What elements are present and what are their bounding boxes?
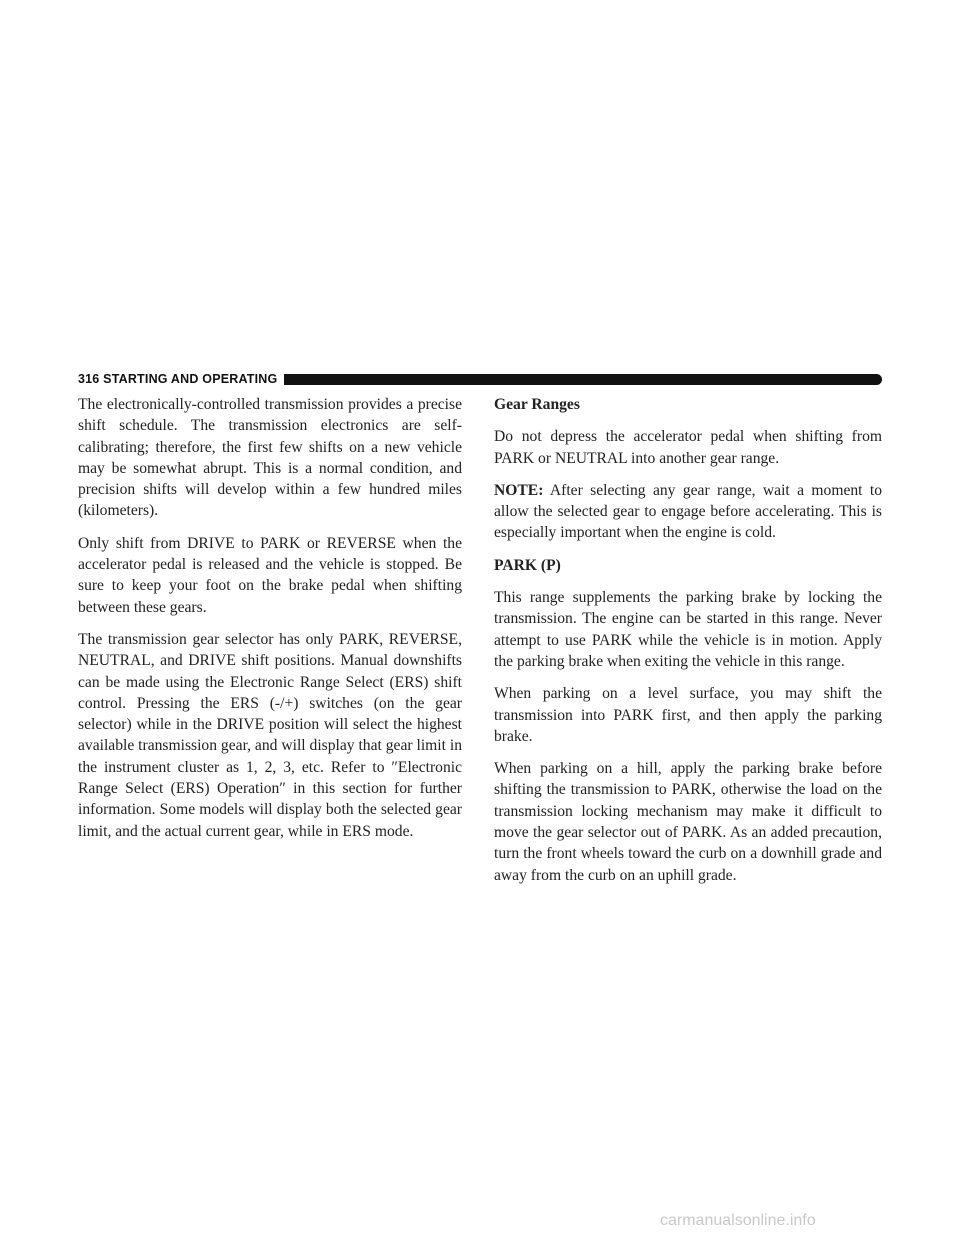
paragraph-gear-ranges-intro: Do not depress the accelerator pedal when shifting from PARK or NEUTRAL into another gear range. (494, 428, 882, 467)
paragraph-shift-drive-park: Only shift from DRIVE to PARK or REVERSE when the accelerator pedal is released and the vehicle is stopped. Be sure to keep your foot on the brake pedal when shifting between these gears. (78, 534, 462, 616)
note-text: After selecting any gear range, wait a moment to allow the selected gear to engage before accelerating. This is especially important when the engine is cold. (494, 481, 882, 542)
page-header-text (78, 372, 277, 386)
note-paragraph (494, 480, 882, 544)
page-number: 316 (78, 372, 100, 386)
note-label: NOTE: (494, 481, 544, 499)
right-column (494, 394, 882, 897)
paragraph-level-surface: When parking on a level surface, you may shift the transmission into PARK first, and then apply the parking brake. (494, 685, 882, 745)
paragraph-park-supplements: This range supplements the parking brake by locking the transmission. The engine can be started in this range. Never attempt to use PARK while the vehicle is in motion. Apply the parking brake when exiting the vehicle in this range. (494, 589, 882, 670)
heading-gear-ranges: Gear Ranges (494, 396, 580, 413)
page-header (78, 369, 882, 389)
paragraph-gear-selector-ers: The transmission gear selector has only PARK, REVERSE, NEUTRAL, and DRIVE shift positions. Manual downshifts can be made using the Electronic Range Select (ERS) shift control. Pressing the ERS (-/+) switches (on the gear selector) while in the DRIVE position will select the highest available transmission gear, and will display that gear limit in the instrument cluster as 1, 2, 3, etc. Refer to ″Electronic Range Select (ERS) Operation″ in this section for further information. Some models will display both the selected gear limit, and the actual current gear, while in ERS mode. (78, 630, 462, 840)
heading-park: PARK (P) (494, 556, 561, 574)
watermark: carmanualsonline.info (660, 1212, 816, 1229)
paragraph-transmission-electronics: The electronically-controlled transmission provides a precise shift schedule. The transmission electronics are self-calibrating; therefore, the first few shifts on a new vehicle may be somewhat abrupt. This is a normal condition, and precision shifts will develop within a few hundred miles (kilometers). (78, 396, 462, 520)
left-column (78, 394, 462, 853)
section-title: STARTING AND OPERATING (103, 372, 278, 386)
header-rule-bar (284, 374, 882, 385)
paragraph-hill-parking: When parking on a hill, apply the parking brake before shifting the transmission to PARK, otherwise the load on the transmission locking mechanism may make it difficult to move the gear selector out of PARK. As an added precaution, turn the front wheels toward the curb on a downhill grade and away from the curb on an uphill grade. (494, 760, 882, 884)
